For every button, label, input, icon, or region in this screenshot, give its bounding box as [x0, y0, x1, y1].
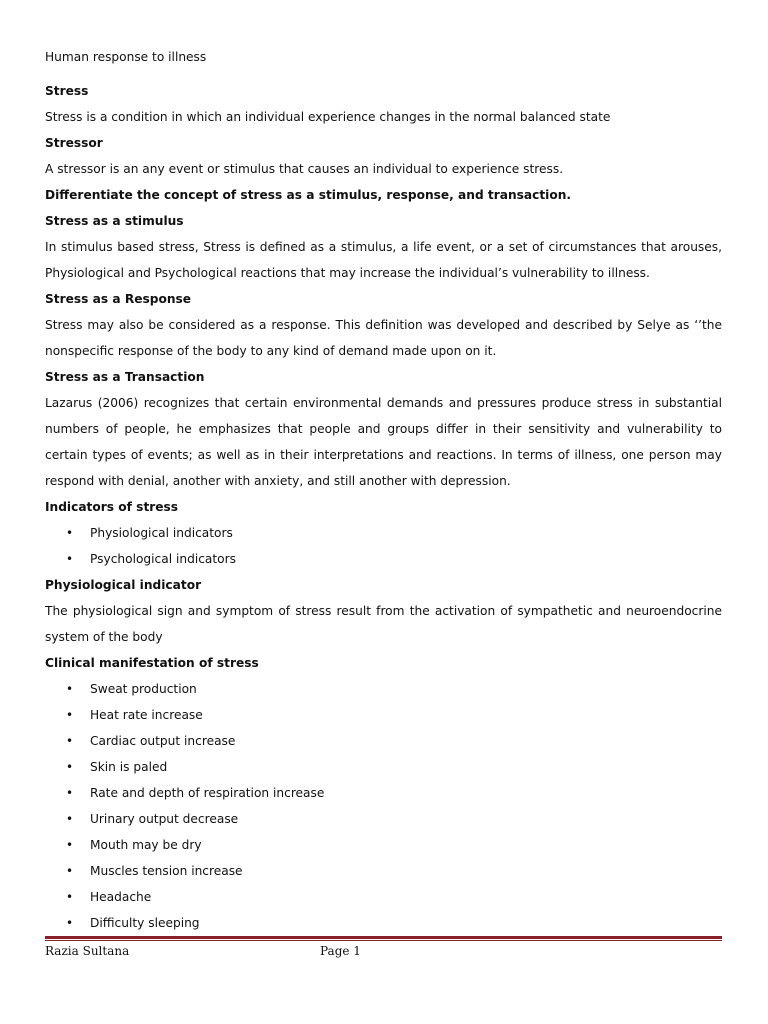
- document-title: Human response to illness: [45, 50, 207, 64]
- list-item-text: Heat rate increase: [90, 708, 203, 722]
- list-item: [45, 520, 722, 546]
- body-paragraph: The physiological sign and symptom of stress result from the activation of sympathetic and neuroendocrine system of the body: [45, 604, 722, 644]
- bullet-icon: •: [66, 812, 74, 826]
- footer-rule-thin: [45, 940, 722, 941]
- list-item-text: Sweat production: [90, 682, 197, 696]
- list-item-text: Skin is paled: [90, 760, 168, 774]
- list-item-text: Psychological indicators: [90, 552, 236, 566]
- footer-author: Razia Sultana: [45, 944, 130, 958]
- list-item-text: Mouth may be dry: [90, 838, 202, 852]
- section-heading: Clinical manifestation of stress: [45, 656, 259, 670]
- list-item: [45, 676, 722, 702]
- bullet-icon: •: [66, 526, 74, 540]
- section-heading: Stress as a stimulus: [45, 214, 184, 228]
- section-heading: Physiological indicator: [45, 578, 202, 592]
- list-item: [45, 832, 722, 858]
- section-heading: Stress: [45, 84, 89, 98]
- bullet-icon: •: [66, 890, 74, 904]
- footer-page-number: Page 1: [320, 944, 361, 958]
- bullet-icon: •: [66, 682, 74, 696]
- footer-rule: [45, 936, 722, 941]
- list-item: [45, 858, 722, 884]
- bullet-icon: •: [66, 552, 74, 566]
- list-item: [45, 728, 722, 754]
- list-item-text: Difficulty sleeping: [90, 916, 200, 930]
- list-item: [45, 754, 722, 780]
- section-heading: Stress as a Response: [45, 292, 192, 306]
- body-paragraph: A stressor is an any event or stimulus that causes an individual to experience stress.: [45, 162, 564, 176]
- section-heading: Stress as a Transaction: [45, 370, 205, 384]
- bullet-icon: •: [66, 864, 74, 878]
- bullet-list: [45, 520, 722, 572]
- list-item: [45, 702, 722, 728]
- list-item-text: Rate and depth of respiration increase: [90, 786, 325, 800]
- document-page: [45, 44, 722, 936]
- bullet-icon: •: [66, 708, 74, 722]
- list-item: [45, 910, 722, 936]
- bullet-icon: •: [66, 760, 74, 774]
- document-body: [45, 78, 722, 936]
- body-paragraph: Stress may also be considered as a response. This definition was developed and described by Selye as ‘’the nonspecific response of the body to any kind of demand made upon on it.: [45, 318, 722, 358]
- list-item-text: Muscles tension increase: [90, 864, 243, 878]
- list-item: [45, 806, 722, 832]
- list-item-text: Headache: [90, 890, 152, 904]
- bullet-icon: •: [66, 838, 74, 852]
- body-paragraph: Lazarus (2006) recognizes that certain environmental demands and pressures produce stress in substantial numbers of people, he emphasizes that people and groups differ in their sensitivity and vulnerability to certain types of events; as well as in their interpretations and reactions. In terms of illness, one person may respond with denial, another with anxiety, and still another with depression.: [45, 396, 722, 488]
- list-item-text: Cardiac output increase: [90, 734, 236, 748]
- list-item: [45, 546, 722, 572]
- list-item: [45, 884, 722, 910]
- list-item: [45, 780, 722, 806]
- body-paragraph: In stimulus based stress, Stress is defined as a stimulus, a life event, or a set of circumstances that arouses, Physiological and Psychological reactions that may increase the individual’s vulnerability to illness.: [45, 240, 722, 280]
- list-item-text: Physiological indicators: [90, 526, 233, 540]
- section-heading: Differentiate the concept of stress as a stimulus, response, and transaction.: [45, 188, 572, 202]
- body-paragraph: Stress is a condition in which an individual experience changes in the normal balanced state: [45, 110, 611, 124]
- section-heading: Indicators of stress: [45, 500, 179, 514]
- section-heading: Stressor: [45, 136, 103, 150]
- list-item-text: Urinary output decrease: [90, 812, 239, 826]
- bullet-list: [45, 676, 722, 936]
- bullet-icon: •: [66, 916, 74, 930]
- bullet-icon: •: [66, 786, 74, 800]
- bullet-icon: •: [66, 734, 74, 748]
